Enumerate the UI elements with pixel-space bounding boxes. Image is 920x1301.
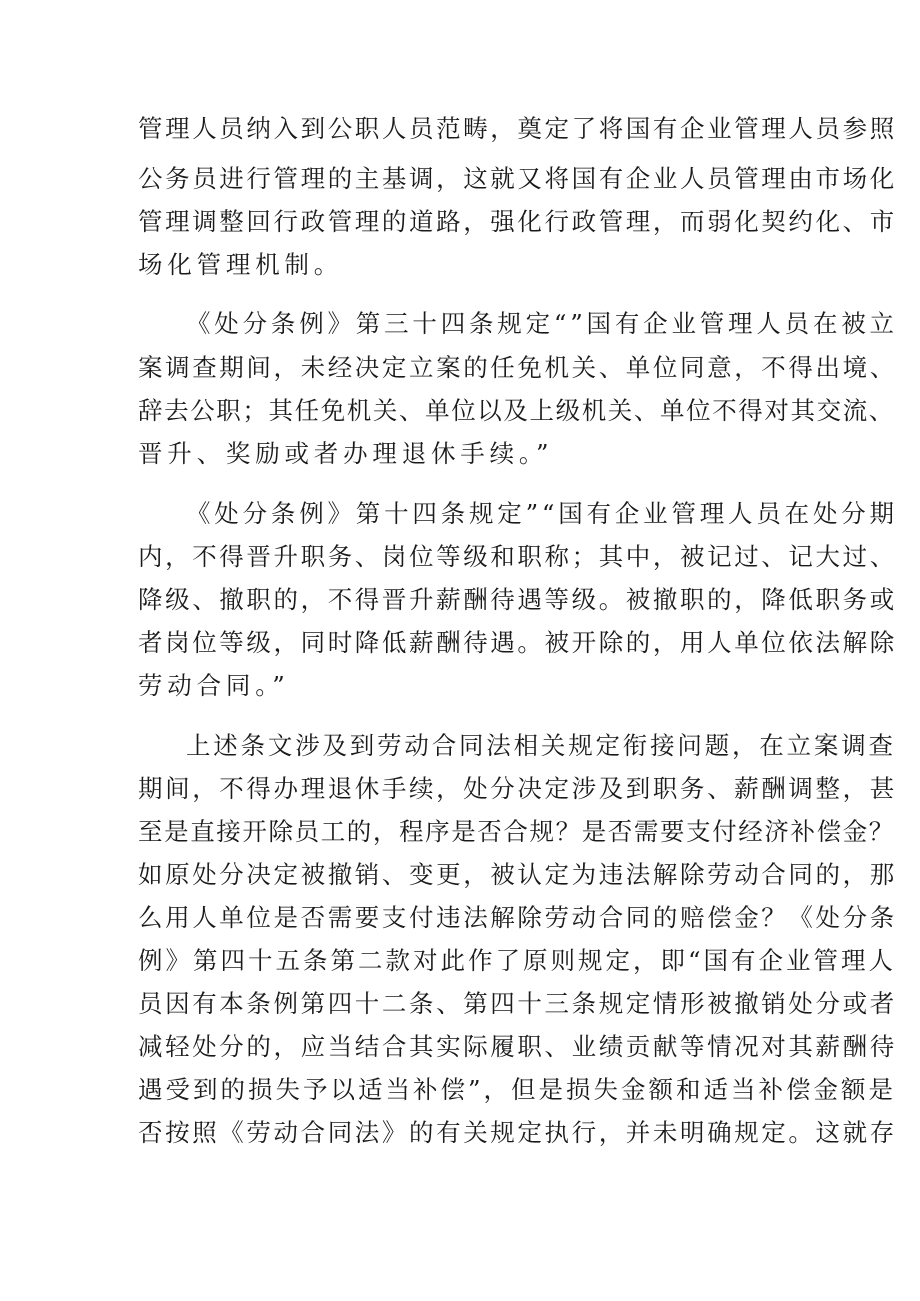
paragraph-4-line-7: 员因有本条例第四十二条、第四十三条规定情形被撤销处分或者 [138,989,897,1018]
paragraph-3-line-5: 劳动合同。” [138,671,290,700]
paragraph-4-line-4: 如原处分决定被撤销、变更，被认定为违法解除劳动合同的，那 [138,860,897,889]
paragraph-4-line-6: 例》第四十五条第二款对此作了原则规定，即“国有企业管理人 [138,946,897,975]
paragraph-3-line-2: 内，不得晋升职务、岗位等级和职称；其中，被记过、记大过、 [138,542,897,571]
paragraph-4-line-3: 至是直接开除员工的，程序是否合规？是否需要支付经济补偿金？ [138,817,895,846]
paragraph-1-line-4: 场化管理机制。 [138,250,344,279]
paragraph-2-line-1: 《处分条例》第三十四条规定“”国有企业管理人员在被立 [186,309,898,338]
paragraph-2-line-2: 案调查期间，未经决定立案的任免机关、单位同意，不得出境、 [138,353,897,382]
paragraph-4-line-10: 否按照《劳动合同法》的有关规定执行，并未明确规定。这就存 [138,1118,897,1147]
paragraph-1-line-1: 管理人员纳入到公职人员范畴，奠定了将国有企业管理人员参照 [138,114,897,143]
paragraph-4-line-1: 上述条文涉及到劳动合同法相关规定衔接问题，在立案调查 [186,731,896,760]
paragraph-4-line-2: 期间，不得办理退休手续，处分决定涉及到职务、薪酬调整，甚 [138,774,897,803]
paragraph-2-line-4: 晋升、奖励或者办理退休手续。” [138,439,554,468]
paragraph-4-line-5: 么用人单位是否需要支付违法解除劳动合同的赔偿金？《处分条 [138,903,897,932]
paragraph-3-line-1: 《处分条例》第十四条规定”“国有企业管理人员在处分期 [186,499,898,528]
paragraph-1-line-2: 公务员进行管理的主基调，这就又将国有企业人员管理由市场化 [138,164,897,193]
paragraph-2-line-3: 辞去公职；其任免机关、单位以及上级机关、单位不得对其交流、 [138,396,895,425]
paragraph-3-line-3: 降级、撤职的，不得晋升薪酬待遇等级。被撤职的，降低职务或 [138,585,897,614]
paragraph-1-line-3: 管理调整回行政管理的道路，强化行政管理，而弱化契约化、市 [138,207,897,236]
paragraph-4-line-8: 减轻处分的，应当结合其实际履职、业绩贡献等情况对其薪酬待 [138,1032,897,1061]
paragraph-4-line-9: 遇受到的损失予以适当补偿”，但是损失金额和适当补偿金额是 [138,1075,897,1104]
paragraph-3-line-4: 者岗位等级，同时降低薪酬待遇。被开除的，用人单位依法解除 [138,628,897,657]
